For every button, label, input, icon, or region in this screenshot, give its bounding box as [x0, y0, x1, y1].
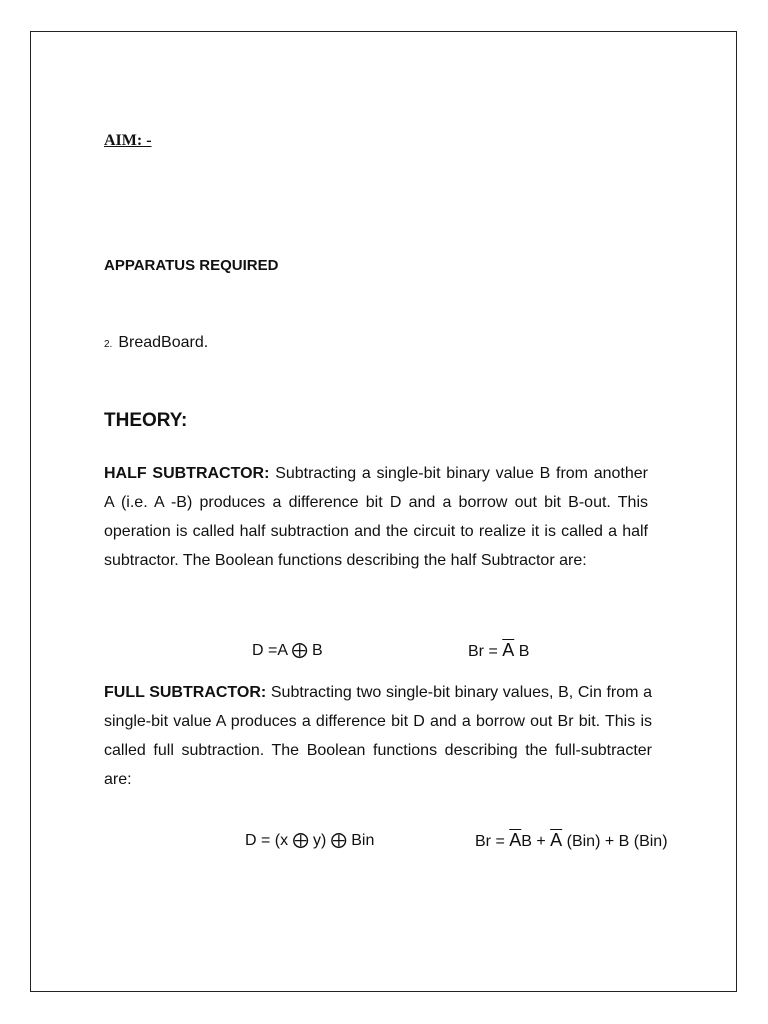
theory-heading: THEORY:	[104, 410, 188, 431]
xor-symbol: ⨁	[291, 642, 308, 659]
aim-heading: AIM: -	[104, 132, 152, 149]
half-subtractor-paragraph	[104, 459, 648, 575]
eq-part: Br =	[468, 643, 503, 660]
xor-symbol: ⨁	[330, 832, 347, 849]
apparatus-heading: APPARATUS REQUIRED	[104, 257, 279, 274]
eq-part: D = (x	[245, 832, 293, 849]
a-bar-symbol: $\overline{A}$	[502, 640, 515, 660]
eq-part: B	[312, 642, 323, 659]
apparatus-list-item	[104, 334, 208, 352]
full-subtractor-text: Subtracting two single-bit binary values, B, Cin from a single-bit value A produces a difference bit D and a borrow out Br bit. This is called full subtraction. The Boolean functions describing the full-subtracter are:	[104, 684, 653, 788]
eq-part: B	[514, 643, 530, 660]
half-subtractor-text: Subtracting a single-bit binary value B from another A (i.e. A -B) produces a difference bit D and a borrow out bit B-out. This operation is called half subtraction and the circuit to realize it is called a half subtractor. The Boolean functions describing the half Subtractor are:	[104, 465, 649, 569]
eq-part: D =A	[252, 642, 288, 659]
a-bar-symbol: $\overline{A}$	[550, 830, 563, 850]
full-difference-equation	[245, 830, 374, 850]
eq-part: y)	[308, 832, 331, 849]
half-borrow-equation	[468, 640, 529, 661]
a-bar-symbol: $\overline{A}$	[509, 830, 522, 850]
eq-part: B +	[521, 833, 551, 850]
xor-symbol: ⨁	[292, 832, 309, 849]
full-borrow-equation	[475, 830, 668, 851]
eq-part: Bin	[346, 832, 375, 849]
eq-part: Br =	[475, 833, 510, 850]
full-subtractor-paragraph	[104, 678, 652, 794]
eq-part: (Bin) + B (Bin)	[562, 833, 668, 850]
list-item-number: 2.	[104, 339, 113, 350]
full-subtractor-label: FULL SUBTRACTOR:	[104, 684, 267, 701]
half-subtractor-label: HALF SUBTRACTOR:	[104, 465, 270, 482]
half-difference-equation	[252, 640, 323, 660]
list-item-text: BreadBoard.	[118, 334, 209, 351]
